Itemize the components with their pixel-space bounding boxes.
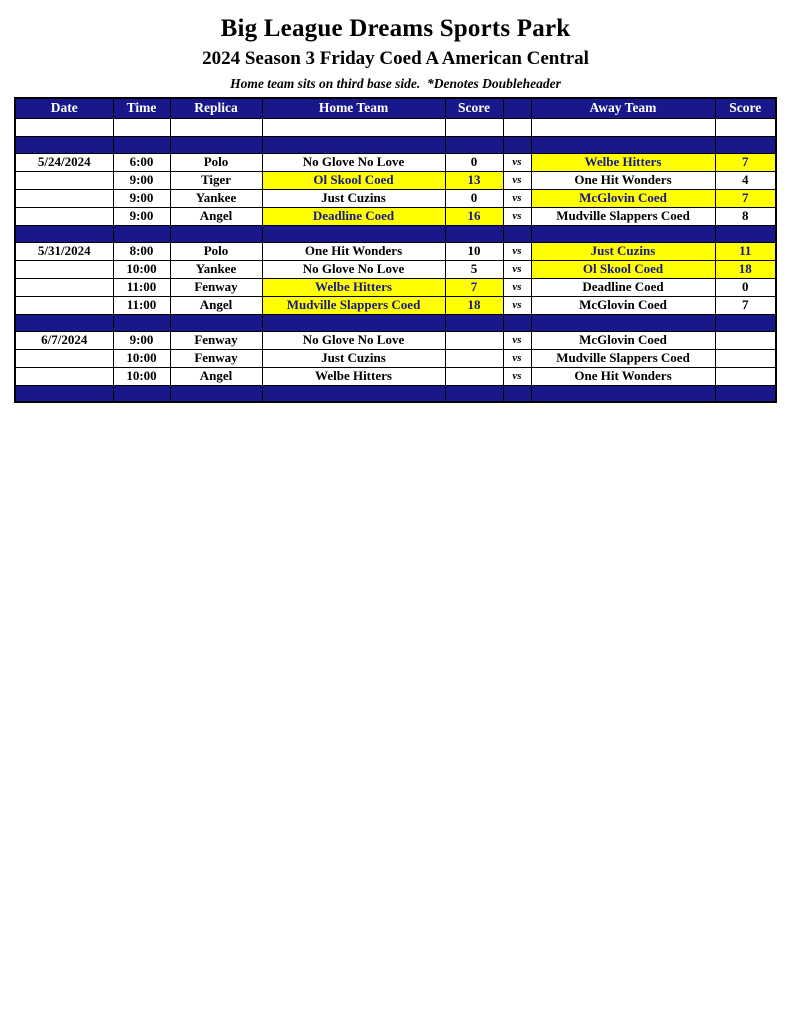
spacer-cell (531, 385, 715, 402)
column-header-home-score: Score (445, 98, 503, 118)
date-cell: 5/31/2024 (15, 242, 113, 260)
spacer-cell (715, 136, 776, 153)
game-row (15, 278, 776, 296)
home-score-cell: 7 (445, 278, 503, 296)
page-note: Home team sits on third base side. *Denotes Doubleheader (230, 76, 561, 91)
game-row (15, 367, 776, 385)
date-cell (15, 278, 113, 296)
home-team-cell: Just Cuzins (262, 349, 445, 367)
away-score-cell: 18 (715, 260, 776, 278)
vs-label: vs (503, 207, 531, 225)
vs-label: vs (503, 367, 531, 385)
spacer-cell (531, 118, 715, 136)
spacer-cell (715, 314, 776, 331)
away-score-cell: 4 (715, 171, 776, 189)
vs-label: vs (503, 349, 531, 367)
home-team-cell: Ol Skool Coed (262, 171, 445, 189)
spacer-cell (262, 385, 445, 402)
spacer-cell (170, 118, 262, 136)
spacer-cell (15, 225, 113, 242)
spacer-cell (170, 314, 262, 331)
away-team-cell: McGlovin Coed (531, 331, 715, 349)
vs-label: vs (503, 260, 531, 278)
spacer-cell (15, 385, 113, 402)
replica-cell: Fenway (170, 349, 262, 367)
date-cell (15, 367, 113, 385)
time-cell: 10:00 (113, 367, 170, 385)
home-team-cell: No Glove No Love (262, 331, 445, 349)
time-cell: 6:00 (113, 153, 170, 171)
replica-cell: Angel (170, 296, 262, 314)
date-cell (15, 207, 113, 225)
home-score-cell: 16 (445, 207, 503, 225)
schedule-table (14, 97, 777, 403)
column-header-time: Time (113, 98, 170, 118)
spacer-cell (15, 314, 113, 331)
separator-row (15, 385, 776, 402)
away-team-cell: Mudville Slappers Coed (531, 349, 715, 367)
home-score-cell: 0 (445, 189, 503, 207)
date-cell (15, 171, 113, 189)
replica-cell: Fenway (170, 331, 262, 349)
time-cell: 11:00 (113, 296, 170, 314)
spacer-cell (715, 385, 776, 402)
away-team-cell: Welbe Hitters (531, 153, 715, 171)
column-header-vs (503, 98, 531, 118)
vs-label: vs (503, 296, 531, 314)
spacer-cell (503, 314, 531, 331)
spacer-cell (113, 225, 170, 242)
vs-label: vs (503, 331, 531, 349)
time-cell: 9:00 (113, 207, 170, 225)
away-team-cell: Ol Skool Coed (531, 260, 715, 278)
game-row (15, 296, 776, 314)
separator-row (15, 225, 776, 242)
page-title: Big League Dreams Sports Park (220, 15, 571, 42)
time-cell: 9:00 (113, 331, 170, 349)
empty-row (15, 118, 776, 136)
replica-cell: Tiger (170, 171, 262, 189)
away-team-cell: Just Cuzins (531, 242, 715, 260)
spacer-cell (15, 118, 113, 136)
time-cell: 8:00 (113, 242, 170, 260)
away-score-cell: 11 (715, 242, 776, 260)
replica-cell: Angel (170, 207, 262, 225)
game-row (15, 189, 776, 207)
replica-cell: Yankee (170, 260, 262, 278)
spacer-cell (715, 225, 776, 242)
away-score-cell (715, 349, 776, 367)
spacer-cell (503, 225, 531, 242)
away-score-cell: 7 (715, 189, 776, 207)
away-score-cell (715, 367, 776, 385)
time-cell: 11:00 (113, 278, 170, 296)
replica-cell: Yankee (170, 189, 262, 207)
home-team-cell: Deadline Coed (262, 207, 445, 225)
spacer-cell (531, 225, 715, 242)
spacer-cell (445, 314, 503, 331)
replica-cell: Polo (170, 242, 262, 260)
replica-cell: Angel (170, 367, 262, 385)
spacer-cell (15, 136, 113, 153)
home-team-cell: No Glove No Love (262, 260, 445, 278)
game-row (15, 331, 776, 349)
away-score-cell: 7 (715, 153, 776, 171)
game-row (15, 153, 776, 171)
away-score-cell: 0 (715, 278, 776, 296)
away-team-cell: One Hit Wonders (531, 171, 715, 189)
home-score-cell: 18 (445, 296, 503, 314)
spacer-cell (170, 136, 262, 153)
time-cell: 10:00 (113, 260, 170, 278)
column-header-replica: Replica (170, 98, 262, 118)
home-score-cell: 0 (445, 153, 503, 171)
spacer-cell (170, 225, 262, 242)
time-cell: 10:00 (113, 349, 170, 367)
schedule-body (15, 118, 776, 402)
away-team-cell: Deadline Coed (531, 278, 715, 296)
date-cell: 5/24/2024 (15, 153, 113, 171)
spacer-cell (503, 385, 531, 402)
header-row (15, 98, 776, 118)
home-score-cell (445, 331, 503, 349)
spacer-cell (170, 385, 262, 402)
home-team-cell: Just Cuzins (262, 189, 445, 207)
time-cell: 9:00 (113, 171, 170, 189)
away-team-cell: Mudville Slappers Coed (531, 207, 715, 225)
spacer-cell (113, 314, 170, 331)
home-score-cell (445, 367, 503, 385)
spacer-cell (262, 314, 445, 331)
spacer-cell (715, 118, 776, 136)
away-score-cell: 8 (715, 207, 776, 225)
spacer-cell (113, 385, 170, 402)
spacer-cell (445, 136, 503, 153)
home-score-cell: 5 (445, 260, 503, 278)
home-team-cell: One Hit Wonders (262, 242, 445, 260)
column-header-home-team: Home Team (262, 98, 445, 118)
away-team-cell: McGlovin Coed (531, 189, 715, 207)
game-row (15, 242, 776, 260)
spacer-cell (113, 118, 170, 136)
vs-label: vs (503, 242, 531, 260)
vs-label: vs (503, 153, 531, 171)
vs-label: vs (503, 278, 531, 296)
spacer-cell (531, 136, 715, 153)
vs-label: vs (503, 171, 531, 189)
away-team-cell: One Hit Wonders (531, 367, 715, 385)
column-header-away-score: Score (715, 98, 776, 118)
replica-cell: Polo (170, 153, 262, 171)
spacer-cell (262, 136, 445, 153)
date-cell (15, 349, 113, 367)
spacer-cell (445, 225, 503, 242)
home-team-cell: No Glove No Love (262, 153, 445, 171)
game-row (15, 349, 776, 367)
spacer-cell (445, 118, 503, 136)
spacer-cell (113, 136, 170, 153)
replica-cell: Fenway (170, 278, 262, 296)
date-cell (15, 260, 113, 278)
spacer-cell (503, 136, 531, 153)
home-score-cell: 10 (445, 242, 503, 260)
home-team-cell: Welbe Hitters (262, 367, 445, 385)
away-score-cell: 7 (715, 296, 776, 314)
game-row (15, 260, 776, 278)
vs-label: vs (503, 189, 531, 207)
time-cell: 9:00 (113, 189, 170, 207)
separator-row (15, 314, 776, 331)
date-cell: 6/7/2024 (15, 331, 113, 349)
spacer-cell (445, 385, 503, 402)
separator-row (15, 136, 776, 153)
spacer-cell (262, 225, 445, 242)
away-score-cell (715, 331, 776, 349)
spacer-cell (503, 118, 531, 136)
page-subtitle: 2024 Season 3 Friday Coed A American Central (202, 48, 589, 69)
game-row (15, 207, 776, 225)
date-cell (15, 189, 113, 207)
spacer-cell (262, 118, 445, 136)
column-header-date: Date (15, 98, 113, 118)
home-team-cell: Welbe Hitters (262, 278, 445, 296)
spacer-cell (531, 314, 715, 331)
home-team-cell: Mudville Slappers Coed (262, 296, 445, 314)
column-header-away-team: Away Team (531, 98, 715, 118)
game-row (15, 171, 776, 189)
home-score-cell: 13 (445, 171, 503, 189)
away-team-cell: McGlovin Coed (531, 296, 715, 314)
date-cell (15, 296, 113, 314)
home-score-cell (445, 349, 503, 367)
